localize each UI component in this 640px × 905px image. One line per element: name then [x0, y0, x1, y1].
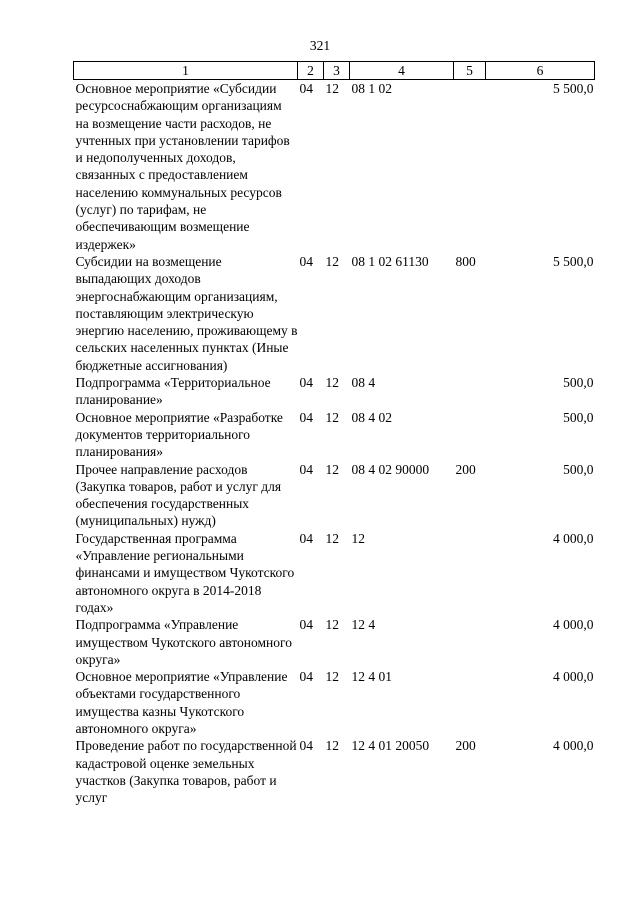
row-pr: 12 [325, 253, 339, 269]
header-row [74, 62, 595, 80]
row-name: Основное мероприятие «Разработке документов территориального планирования» [75, 409, 283, 460]
row-amount: 5 500,0 [553, 81, 594, 96]
row-csr: 08 1 02 [351, 81, 392, 96]
row-vr: 200 [455, 461, 476, 477]
row-amount: 4 000,0 [553, 669, 594, 685]
table-row [74, 737, 595, 806]
row-csr: 08 4 [351, 375, 376, 391]
row-pr: 12 [325, 409, 339, 425]
table-row [74, 374, 595, 409]
row-csr: 08 1 02 61130 [351, 253, 429, 269]
row-pr: 12 [325, 669, 339, 685]
row-vr: 800 [455, 253, 476, 269]
table-row [74, 530, 595, 616]
row-vr [454, 374, 486, 409]
budget-table [73, 61, 595, 806]
table-body [74, 80, 595, 807]
table-row [74, 668, 595, 737]
row-amount: 500,0 [563, 375, 594, 391]
row-pr: 12 [325, 738, 339, 754]
row-amount: 500,0 [563, 409, 594, 425]
page-number: 321 [309, 38, 331, 53]
row-rz: 04 [299, 617, 313, 633]
row-amount: 500,0 [563, 461, 594, 477]
row-amount: 4 000,0 [553, 530, 594, 546]
header-col-3: 3 [324, 62, 350, 80]
row-csr: 12 [351, 530, 365, 546]
row-csr: 12 4 01 20050 [351, 738, 430, 754]
row-vr [454, 409, 486, 461]
header-col-2: 2 [298, 62, 324, 80]
row-name: Основное мероприятие «Управление объектами государственного имущества казны Чукотского автономного округа» [75, 669, 288, 736]
row-name: Проведение работ по государственной кадастровой оценке земельных участков (Закупка товаров, работ и услуг [75, 738, 297, 806]
row-csr: 12 4 [351, 617, 376, 633]
row-rz: 04 [299, 253, 313, 269]
table-row [74, 80, 595, 253]
row-vr: 200 [455, 738, 476, 754]
table-row [74, 461, 595, 530]
row-name: Прочее направление расходов (Закупка товаров, работ и услуг для обеспечения государственных (муниципальных) нужд) [75, 461, 282, 529]
row-pr: 12 [325, 81, 339, 96]
row-name: Основное мероприятие «Субсидии ресурсоснабжающим организациям на возмещение части расходов, не учтенных при установлении тарифов и недополученных доходов, связанных с предоставлением населению коммунальных ресурсов (услуг) по тарифам, не обеспечивающим возмещение издержек» [75, 81, 290, 252]
row-rz: 04 [299, 81, 313, 96]
row-pr: 12 [325, 375, 339, 391]
row-csr: 08 4 02 [351, 409, 392, 425]
row-vr [454, 530, 486, 616]
row-csr: 08 4 02 90000 [351, 461, 430, 477]
row-amount: 5 500,0 [553, 253, 594, 269]
header-col-6: 6 [486, 62, 595, 80]
table-row [74, 409, 595, 461]
header-col-5: 5 [454, 62, 486, 80]
row-vr [454, 668, 486, 737]
row-rz: 04 [299, 375, 313, 391]
header-col-4: 4 [350, 62, 454, 80]
header-col-1: 1 [74, 62, 298, 80]
row-name: Государственная программа «Управление региональными финансами и имуществом Чукотского автономного округа в 2014-2018 годах» [75, 530, 295, 615]
row-amount: 4 000,0 [553, 617, 594, 633]
row-name: Подпрограмма «Территориальное планирование» [75, 375, 271, 408]
row-rz: 04 [299, 530, 313, 546]
row-rz: 04 [299, 461, 313, 477]
row-vr [454, 616, 486, 668]
row-name: Субсидии на возмещение выпадающих доходов энергоснабжающим организациям, поставляющим электрическую энергию населению, проживающему в сельских населенных пунктах (Иные бюджетные ассигнования) [75, 253, 298, 373]
row-pr: 12 [325, 617, 339, 633]
row-rz: 04 [299, 738, 313, 754]
row-csr: 12 4 01 [351, 669, 392, 685]
table-row [74, 253, 595, 374]
row-amount: 4 000,0 [553, 738, 594, 754]
row-vr [454, 80, 486, 253]
row-rz: 04 [299, 409, 313, 425]
row-pr: 12 [325, 461, 339, 477]
row-rz: 04 [299, 669, 313, 685]
row-pr: 12 [325, 530, 339, 546]
row-name: Подпрограмма «Управление имуществом Чукотского автономного округа» [75, 617, 292, 667]
table-header [74, 62, 595, 80]
table-row [74, 616, 595, 668]
